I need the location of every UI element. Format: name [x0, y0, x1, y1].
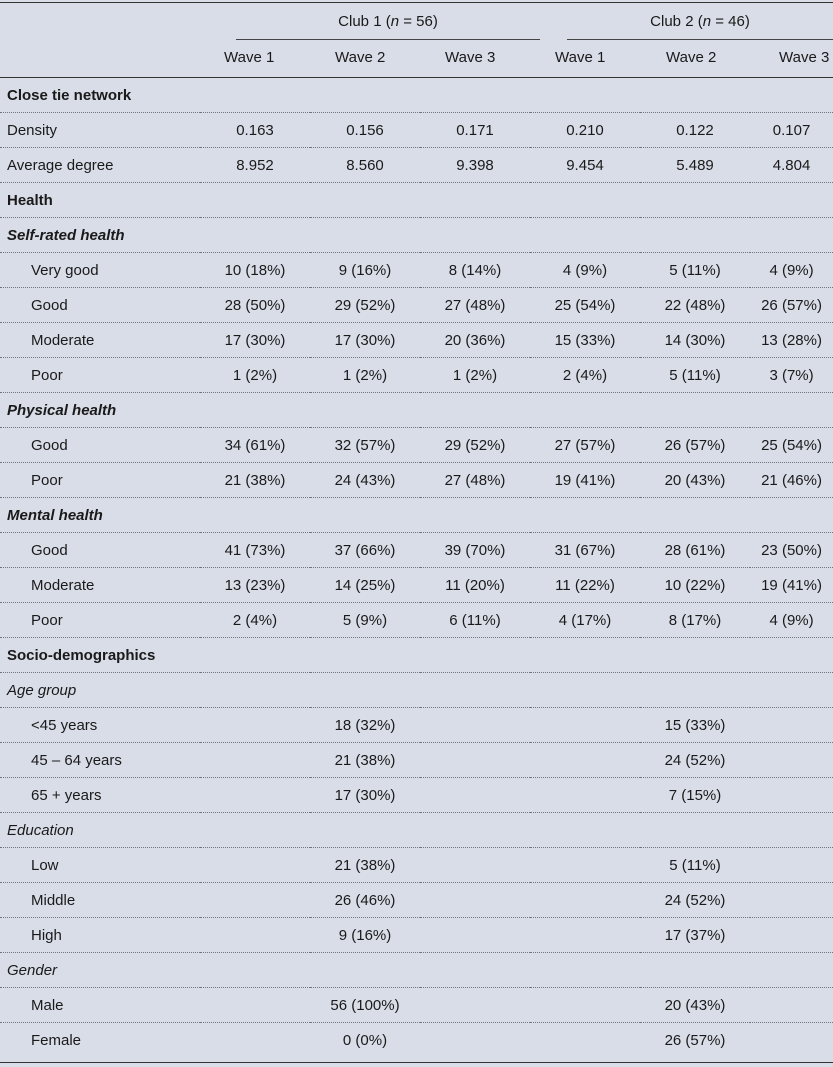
section-row — [0, 638, 833, 673]
cell: 37 (66%) — [310, 533, 420, 568]
cell: 13 (23%) — [200, 568, 310, 603]
cell: 19 (41%) — [750, 568, 833, 603]
row-label: Middle — [0, 883, 200, 918]
cell: 19 (41%) — [530, 463, 640, 498]
cell: 1 (2%) — [420, 358, 530, 393]
section-close-tie-network: Close tie network — [0, 78, 833, 113]
cell-club2: 24 (52%) — [640, 883, 750, 918]
club1-header: Club 1 (n = 56) — [338, 13, 438, 30]
cell: 14 (30%) — [640, 323, 750, 358]
table-row — [0, 988, 833, 1023]
row-label: Poor — [0, 603, 200, 638]
col-header-c1-wave3: Wave 3 — [445, 49, 496, 66]
cell: 1 (2%) — [200, 358, 310, 393]
section-health: Health — [0, 183, 833, 218]
table-row — [0, 253, 833, 288]
cell: 11 (22%) — [530, 568, 640, 603]
table-row — [0, 148, 833, 183]
cell: 9.398 — [420, 148, 530, 183]
row-label: Low — [0, 848, 200, 883]
cell: 10 (18%) — [200, 253, 310, 288]
table-row — [0, 743, 833, 778]
cell: 31 (67%) — [530, 533, 640, 568]
row-label: Average degree — [0, 148, 200, 183]
cell: 29 (52%) — [420, 428, 530, 463]
subsection-mental-health: Mental health — [0, 498, 833, 533]
cell-club1: 56 (100%) — [310, 988, 420, 1023]
col-header-c2-wave3: Wave 3 — [779, 49, 830, 66]
cell: 4.804 — [750, 148, 833, 183]
cell: 8 (14%) — [420, 253, 530, 288]
table-row — [0, 1023, 833, 1058]
cell-club1: 9 (16%) — [310, 918, 420, 953]
subsection-physical-health: Physical health — [0, 393, 833, 428]
cell-club1: 21 (38%) — [310, 743, 420, 778]
cell-club2: 7 (15%) — [640, 778, 750, 813]
cell: 3 (7%) — [750, 358, 833, 393]
cell: 20 (36%) — [420, 323, 530, 358]
col-header-c2-wave2: Wave 2 — [666, 49, 717, 66]
cell: 41 (73%) — [200, 533, 310, 568]
cell-club2: 5 (11%) — [640, 848, 750, 883]
subsection-row — [0, 393, 833, 428]
section-socio-demographics: Socio-demographics — [0, 638, 833, 673]
row-label: High — [0, 918, 200, 953]
table-row — [0, 603, 833, 638]
cell: 8.560 — [310, 148, 420, 183]
row-label: Moderate — [0, 323, 200, 358]
row-label: Good — [0, 428, 200, 463]
cell: 27 (48%) — [420, 463, 530, 498]
cell: 0.107 — [750, 113, 833, 148]
cell: 8.952 — [200, 148, 310, 183]
subsection-education: Education — [0, 813, 833, 848]
subsection-self-rated-health: Self-rated health — [0, 218, 833, 253]
bottom-rule — [0, 1062, 833, 1063]
row-label: Density — [0, 113, 200, 148]
row-label: Poor — [0, 463, 200, 498]
subsection-row — [0, 218, 833, 253]
cell: 8 (17%) — [640, 603, 750, 638]
cell: 5 (11%) — [640, 253, 750, 288]
cell-club1: 21 (38%) — [310, 848, 420, 883]
data-table — [0, 78, 833, 1057]
row-label: 65 + years — [0, 778, 200, 813]
cell: 26 (57%) — [750, 288, 833, 323]
club1-rule — [236, 39, 540, 40]
table-row — [0, 358, 833, 393]
cell-club2: 24 (52%) — [640, 743, 750, 778]
col-header-c2-wave1: Wave 1 — [555, 49, 606, 66]
row-label: Very good — [0, 253, 200, 288]
cell-club1: 17 (30%) — [310, 778, 420, 813]
cell: 25 (54%) — [530, 288, 640, 323]
table-row — [0, 288, 833, 323]
cell: 1 (2%) — [310, 358, 420, 393]
table-row — [0, 463, 833, 498]
cell: 24 (43%) — [310, 463, 420, 498]
cell: 9 (16%) — [310, 253, 420, 288]
cell: 11 (20%) — [420, 568, 530, 603]
col-header-c1-wave2: Wave 2 — [335, 49, 386, 66]
cell: 2 (4%) — [200, 603, 310, 638]
cell: 22 (48%) — [640, 288, 750, 323]
cell: 14 (25%) — [310, 568, 420, 603]
subsection-row — [0, 953, 833, 988]
row-label: Good — [0, 533, 200, 568]
cell-club1: 0 (0%) — [342, 1031, 388, 1049]
cell: 21 (38%) — [200, 463, 310, 498]
table-row — [0, 848, 833, 883]
cell: 39 (70%) — [420, 533, 530, 568]
club2-header: Club 2 (n = 46) — [650, 13, 750, 30]
cell: 27 (57%) — [530, 428, 640, 463]
cell: 13 (28%) — [750, 323, 833, 358]
cell: 17 (30%) — [310, 323, 420, 358]
cell: 0.210 — [530, 113, 640, 148]
subsection-row — [0, 673, 833, 708]
row-label: Moderate — [0, 568, 200, 603]
cell: 17 (30%) — [200, 323, 310, 358]
cell: 0.163 — [200, 113, 310, 148]
cell: 21 (46%) — [750, 463, 833, 498]
row-label: Poor — [0, 358, 200, 393]
cell-club2: 26 (57%) — [664, 1031, 726, 1049]
cell: 4 (9%) — [750, 253, 833, 288]
cell: 20 (43%) — [640, 463, 750, 498]
subsection-age-group: Age group — [0, 673, 833, 708]
cell: 2 (4%) — [530, 358, 640, 393]
subsection-gender: Gender — [0, 953, 833, 988]
cell: 9.454 — [530, 148, 640, 183]
cell: 15 (33%) — [530, 323, 640, 358]
table-row — [0, 778, 833, 813]
cell: 25 (54%) — [750, 428, 833, 463]
row-label: Female — [31, 1031, 82, 1049]
cell: 4 (9%) — [530, 253, 640, 288]
cell: 28 (50%) — [200, 288, 310, 323]
table-row — [0, 323, 833, 358]
cell: 29 (52%) — [310, 288, 420, 323]
cell: 10 (22%) — [640, 568, 750, 603]
table-row — [0, 533, 833, 568]
club2-rule — [567, 39, 833, 40]
cell-club2: 20 (43%) — [640, 988, 750, 1023]
cell: 0.156 — [310, 113, 420, 148]
cell: 27 (48%) — [420, 288, 530, 323]
cell: 0.122 — [640, 113, 750, 148]
cell: 0.171 — [420, 113, 530, 148]
top-rule — [0, 2, 833, 3]
row-label: 45 – 64 years — [0, 743, 200, 778]
subsection-row — [0, 813, 833, 848]
table-row — [0, 883, 833, 918]
col-header-c1-wave1: Wave 1 — [224, 49, 275, 66]
table-row — [0, 428, 833, 463]
section-row — [0, 183, 833, 218]
cell-club1: 18 (32%) — [310, 708, 420, 743]
cell-club1: 26 (46%) — [310, 883, 420, 918]
section-row — [0, 78, 833, 113]
cell: 26 (57%) — [640, 428, 750, 463]
cell: 34 (61%) — [200, 428, 310, 463]
table-row — [0, 918, 833, 953]
cell: 23 (50%) — [750, 533, 833, 568]
subsection-row — [0, 498, 833, 533]
cell-club2: 17 (37%) — [640, 918, 750, 953]
cell: 32 (57%) — [310, 428, 420, 463]
cell: 5 (11%) — [640, 358, 750, 393]
table-row — [0, 113, 833, 148]
row-label: Male — [0, 988, 200, 1023]
table-row — [0, 568, 833, 603]
row-label: <45 years — [0, 708, 200, 743]
cell: 28 (61%) — [640, 533, 750, 568]
cell: 6 (11%) — [420, 603, 530, 638]
cell-club2: 15 (33%) — [640, 708, 750, 743]
cell: 5 (9%) — [310, 603, 420, 638]
table-row — [0, 708, 833, 743]
cell: 5.489 — [640, 148, 750, 183]
row-label: Good — [0, 288, 200, 323]
cell: 4 (9%) — [750, 603, 833, 638]
cell: 4 (17%) — [530, 603, 640, 638]
